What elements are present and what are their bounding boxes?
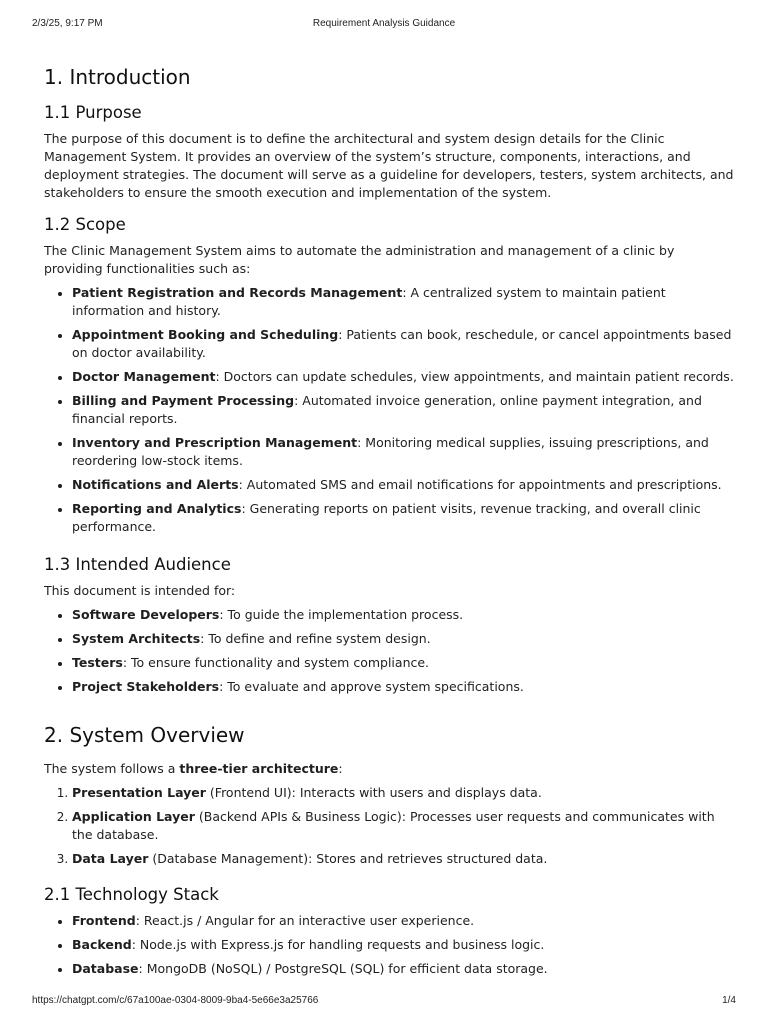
list-item-term: Notifications and Alerts — [72, 477, 239, 492]
list-item-term: Backend — [72, 937, 132, 952]
subsection-heading-purpose: 1.1 Purpose — [44, 103, 142, 122]
list-item — [72, 434, 734, 470]
list-item-desc: : MongoDB (NoSQL) / PostgreSQL (SQL) for efficient data storage. — [138, 961, 548, 976]
print-title: Requirement Analysis Guidance — [312, 18, 456, 29]
overview-text-after: : — [338, 761, 343, 776]
list-item-desc: : A centralized system to maintain patient information and history. — [72, 285, 666, 318]
print-footer — [32, 995, 736, 1007]
list-item-desc: (Backend APIs & Business Logic): Processes user requests and communicates with the database. — [72, 809, 715, 842]
overview-text-before: The system follows a — [44, 761, 180, 776]
list-item-term: Frontend — [72, 913, 136, 928]
subsection-heading-audience: 1.3 Intended Audience — [44, 555, 231, 574]
list-item-term: Database — [72, 961, 139, 976]
architecture-layers-list — [44, 784, 734, 868]
list-item — [72, 850, 734, 868]
list-item-term: Patient Registration and Records Management — [72, 285, 403, 300]
scope-list — [44, 284, 734, 536]
list-item-desc: : To ensure functionality and system compliance. — [122, 655, 430, 670]
list-item-desc: : Automated invoice generation, online payment integration, and financial reports. — [72, 393, 702, 426]
list-item-term: Data Layer — [72, 851, 149, 866]
list-item — [72, 326, 734, 362]
list-item — [72, 784, 734, 802]
print-header — [32, 18, 736, 30]
audience-paragraph: This document is intended for: — [44, 583, 236, 598]
list-item — [72, 678, 734, 696]
list-item — [72, 500, 734, 536]
audience-list — [44, 606, 734, 696]
overview-text-bold: three-tier architecture — [179, 761, 339, 776]
purpose-paragraph: The purpose of this document is to define the architectural and system design details for the Clinic Management System. It provides an overview of the system’s structure, components, interactions, and deployment strategies. The document will serve as a guideline for developers, testers, system architects, and stakeholders to ensure the smooth execution and implementation of the system. — [44, 131, 734, 200]
list-item — [72, 654, 734, 672]
print-url: https://chatgpt.com/c/67a100ae-0304-8009-9ba4-5e66e3a25766 — [32, 995, 319, 1006]
list-item-desc: : React.js / Angular for an interactive user experience. — [135, 913, 475, 928]
list-item-desc: (Database Management): Stores and retrieves structured data. — [148, 851, 548, 866]
list-item-desc: : Automated SMS and email notifications for appointments and prescriptions. — [238, 477, 722, 492]
list-item-term: Presentation Layer — [72, 785, 206, 800]
subsection-heading-technology-stack: 2.1 Technology Stack — [44, 885, 219, 904]
technology-stack-list — [44, 912, 734, 978]
list-item — [72, 368, 734, 386]
subsection-heading-scope: 1.2 Scope — [44, 215, 126, 234]
list-item — [72, 392, 734, 428]
scope-paragraph: The Clinic Management System aims to automate the administration and management of a clinic by providing functionalities such as: — [44, 243, 675, 276]
list-item-desc: : To guide the implementation process. — [219, 607, 464, 622]
list-item-term: Application Layer — [72, 809, 195, 824]
list-item — [72, 630, 734, 648]
section-heading-introduction: 1. Introduction — [44, 65, 191, 89]
list-item-desc: : To define and refine system design. — [200, 631, 431, 646]
list-item-term: Doctor Management — [72, 369, 216, 384]
list-item-desc: : Monitoring medical supplies, issuing prescriptions, and reordering low-stock items. — [72, 435, 709, 468]
print-date: 2/3/25, 9:17 PM — [32, 18, 103, 29]
list-item — [72, 808, 734, 844]
list-item-term: Project Stakeholders — [72, 679, 220, 694]
list-item-term: Billing and Payment Processing — [72, 393, 295, 408]
section-heading-system-overview: 2. System Overview — [44, 723, 245, 747]
list-item — [72, 284, 734, 320]
list-item-desc: : Patients can book, reschedule, or cancel appointments based on doctor availability. — [72, 327, 732, 360]
list-item — [72, 912, 734, 930]
document-body — [44, 52, 734, 992]
list-item-desc: : To evaluate and approve system specifications. — [219, 679, 524, 694]
list-item-desc: : Node.js with Express.js for handling requests and business logic. — [131, 937, 545, 952]
overview-paragraph — [44, 760, 734, 778]
list-item-desc: : Generating reports on patient visits, revenue tracking, and overall clinic performance. — [72, 501, 701, 534]
list-item-term: Testers — [72, 655, 123, 670]
list-item-term: Appointment Booking and Scheduling — [72, 327, 339, 342]
list-item-desc: (Frontend UI): Interacts with users and displays data. — [205, 785, 542, 800]
page-number: 1/4 — [722, 995, 736, 1006]
list-item-term: Inventory and Prescription Management — [72, 435, 358, 450]
list-item-term: System Architects — [72, 631, 201, 646]
list-item — [72, 476, 734, 494]
list-item — [72, 936, 734, 954]
list-item — [72, 960, 734, 978]
list-item-term: Reporting and Analytics — [72, 501, 242, 516]
list-item-desc: : Doctors can update schedules, view appointments, and maintain patient records. — [215, 369, 734, 384]
list-item-term: Software Developers — [72, 607, 220, 622]
list-item — [72, 606, 734, 624]
